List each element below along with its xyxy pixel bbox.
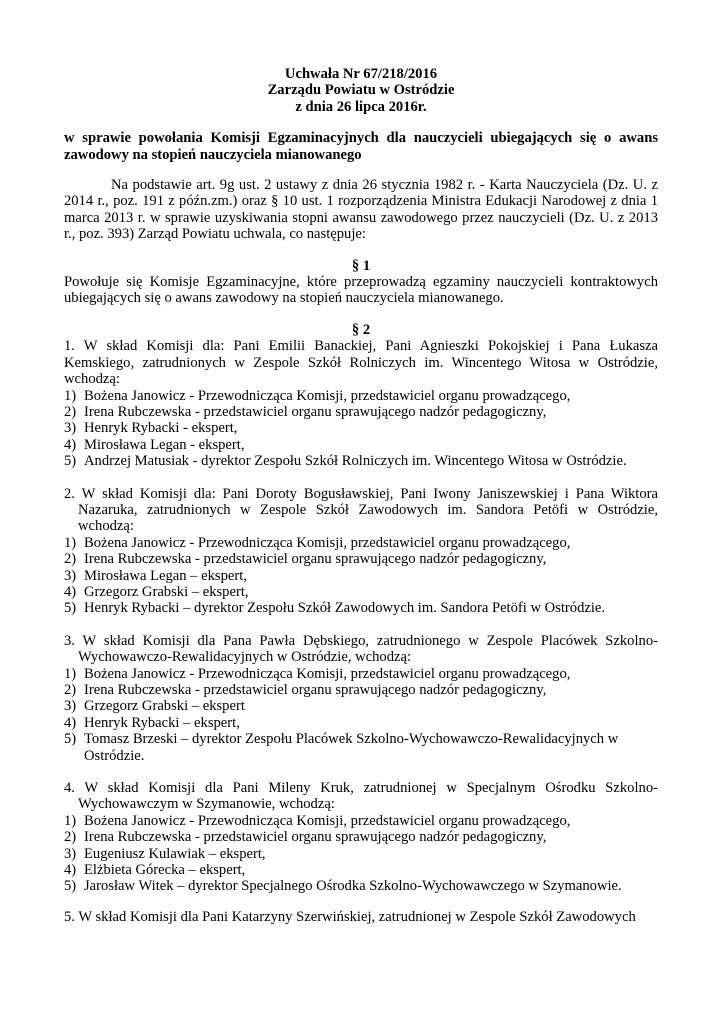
commission-section-1 (64, 338, 658, 469)
member-text: Bożena Janowicz - Przewodnicząca Komisji, przedstawiciel organu prowadzącego, (84, 812, 571, 829)
member-list-item (64, 829, 658, 845)
member-text: Irena Rubczewska - przedstawiciel organu sprawującego nadzór pedagogiczny, (84, 682, 547, 698)
commission-section-intro: 2. W skład Komisji dla: Pani Doroty Bogusławskiej, Pani Iwony Janiszewskiej i Pana Wiktora Nazaruka, zatrudnionych w Zespole Szkół Zawodowych im. Sandora Petöfi w Ostródzie, wchodzą: (64, 485, 658, 535)
member-list-item (64, 453, 658, 469)
member-text: Grzegorz Grabski – ekspert (84, 698, 245, 715)
member-number: 4) (64, 862, 77, 879)
member-number: 3) (64, 698, 77, 715)
member-list-item (64, 437, 658, 453)
member-text: Irena Rubczewska - przedstawiciel organu sprawującego nadzór pedagogiczny, (84, 551, 547, 568)
member-text: Elżbieta Górecka – ekspert, (84, 862, 246, 879)
paragraph-1-heading: § 1 (351, 257, 371, 274)
member-number: 5) (64, 453, 77, 470)
document-page (64, 66, 658, 925)
member-list-item (64, 715, 658, 731)
member-number: 4) (64, 583, 77, 600)
member-list-item (64, 404, 658, 420)
member-list-item (64, 535, 658, 551)
member-number: 5) (64, 731, 77, 748)
member-number: 3) (64, 420, 77, 437)
member-list-item (64, 584, 658, 600)
member-text: Irena Rubczewska - przedstawiciel organu sprawującego nadzór pedagogiczny, (84, 829, 547, 846)
member-text: Henryk Rybacki – ekspert, (84, 714, 240, 731)
member-list-item (64, 846, 658, 862)
member-number: 2) (64, 551, 77, 568)
member-text: Bożena Janowicz - Przewodnicząca Komisji, przedstawiciel organu prowadzącego, (84, 665, 571, 682)
commission-section-intro: 3. W skład Komisji dla Pana Pawła Dębskiego, zatrudnionego w Zespole Placówek Szkolno-Wychowawczo-Rewalidacyjnych w Ostródzie, wchodzą: (64, 632, 658, 666)
commission-sections (64, 338, 658, 895)
member-number: 1) (64, 387, 77, 404)
commission-section-4 (64, 780, 658, 895)
member-list-item (64, 388, 658, 404)
member-list-item (64, 813, 658, 829)
member-number: 1) (64, 534, 77, 551)
commission-section-intro: 1. W skład Komisji dla: Pani Emilii Banackiej, Pani Agnieszki Pokojskiej i Pana Łukasza Kemskiego, zatrudnionych w Zespole Szkół Rolniczych im. Wincentego Witosa w Ostródzie, wchodzą: (64, 338, 658, 388)
member-text: Tomasz Brzeski – dyrektor Zespołu Placówek Szkolno-Wychowawczo-Rewalidacyjnych w Ostródzie. (84, 731, 619, 764)
member-text: Grzegorz Grabski – ekspert, (84, 583, 249, 600)
member-number: 4) (64, 436, 77, 453)
commission-section-2 (64, 486, 658, 617)
member-list (64, 388, 658, 470)
commission-section-3 (64, 633, 658, 764)
member-list (64, 813, 658, 895)
paragraph-2-heading: § 2 (351, 321, 371, 338)
resolution-subject: w sprawie powołania Komisji Egzaminacyjnych dla nauczycieli ubiegających się o awans zawodowy na stopień nauczyciela mianowanego (64, 130, 658, 163)
member-text: Mirosława Legan - ekspert, (84, 436, 245, 453)
member-number: 2) (64, 403, 77, 420)
member-number: 2) (64, 829, 77, 846)
member-list-item (64, 698, 658, 714)
member-list-item (64, 568, 658, 584)
member-list-item (64, 420, 658, 436)
resolution-date: z dnia 26 lipca 2016r. (295, 98, 427, 115)
member-number: 1) (64, 812, 77, 829)
member-text: Henryk Rybacki - ekspert, (84, 420, 238, 437)
member-list-item (64, 682, 658, 698)
member-text: Mirosława Legan – ekspert, (84, 567, 247, 584)
commission-section-intro: 4. W skład Komisji dla Pani Mileny Kruk, zatrudnionej w Specjalnym Ośrodku Szkolno-Wychowawczym w Szymanowie, wchodzą: (64, 780, 658, 813)
section-5-intro: 5. W skład Komisji dla Pani Katarzyny Szerwińskiej, zatrudnionej w Zespole Szkół Zawodowych (64, 908, 636, 925)
member-number: 5) (64, 600, 77, 617)
member-number: 1) (64, 665, 77, 682)
paragraph-1-text: Powołuje się Komisje Egzaminacyjne, które przeprowadzą egzaminy nauczycieli kontraktowych ubiegających się o awans zawodowy na stopień nauczyciela mianowanego. (64, 274, 658, 307)
issuing-body: Zarządu Powiatu w Ostródzie (267, 82, 455, 99)
member-list (64, 666, 658, 764)
member-number: 2) (64, 682, 77, 698)
member-number: 5) (64, 878, 77, 895)
member-text: Eugeniusz Kulawiak – ekspert, (84, 845, 266, 862)
member-list-item (64, 600, 658, 616)
member-text: Bożena Janowicz - Przewodnicząca Komisji, przedstawiciel organu prowadzącego, (84, 387, 571, 404)
member-number: 4) (64, 714, 77, 731)
member-list-item (64, 666, 658, 682)
member-list-item (64, 551, 658, 567)
member-text: Irena Rubczewska - przedstawiciel organu sprawującego nadzór pedagogiczny, (84, 403, 547, 420)
member-number: 3) (64, 845, 77, 862)
member-text: Bożena Janowicz - Przewodnicząca Komisji, przedstawiciel organu prowadzącego, (84, 534, 571, 551)
member-text: Henryk Rybacki – dyrektor Zespołu Szkół Zawodowych im. Sandora Petöfi w Ostródzie. (84, 600, 606, 617)
member-number: 3) (64, 567, 77, 584)
legal-basis-paragraph: Na podstawie art. 9g ust. 2 ustawy z dnia 26 stycznia 1982 r. - Karta Nauczyciela (Dz. U. z 2014 r., poz. 191 z późn.zm.) oraz § 10 ust. 1 rozporządzenia Ministra Edukacji Narodowej z dnia 1 marca 2013 r. w sprawie uzyskiwania stopni awansu zawodowego przez nauczycieli (Dz. U. z 2013 r., poz. 393) Zarząd Powiatu uchwala, co następuje: (64, 177, 658, 243)
member-text: Jarosław Witek – dyrektor Specjalnego Ośrodka Szkolno-Wychowawczego w Szymanowie. (84, 878, 622, 895)
resolution-number: Uchwała Nr 67/218/2016 (284, 66, 438, 82)
member-text: Andrzej Matusiak - dyrektor Zespołu Szkół Rolniczych im. Wincentego Witosa w Ostródzie. (84, 453, 627, 470)
member-list-item (64, 862, 658, 878)
member-list-item (64, 878, 658, 894)
member-list-item (64, 731, 658, 764)
member-list (64, 535, 658, 617)
